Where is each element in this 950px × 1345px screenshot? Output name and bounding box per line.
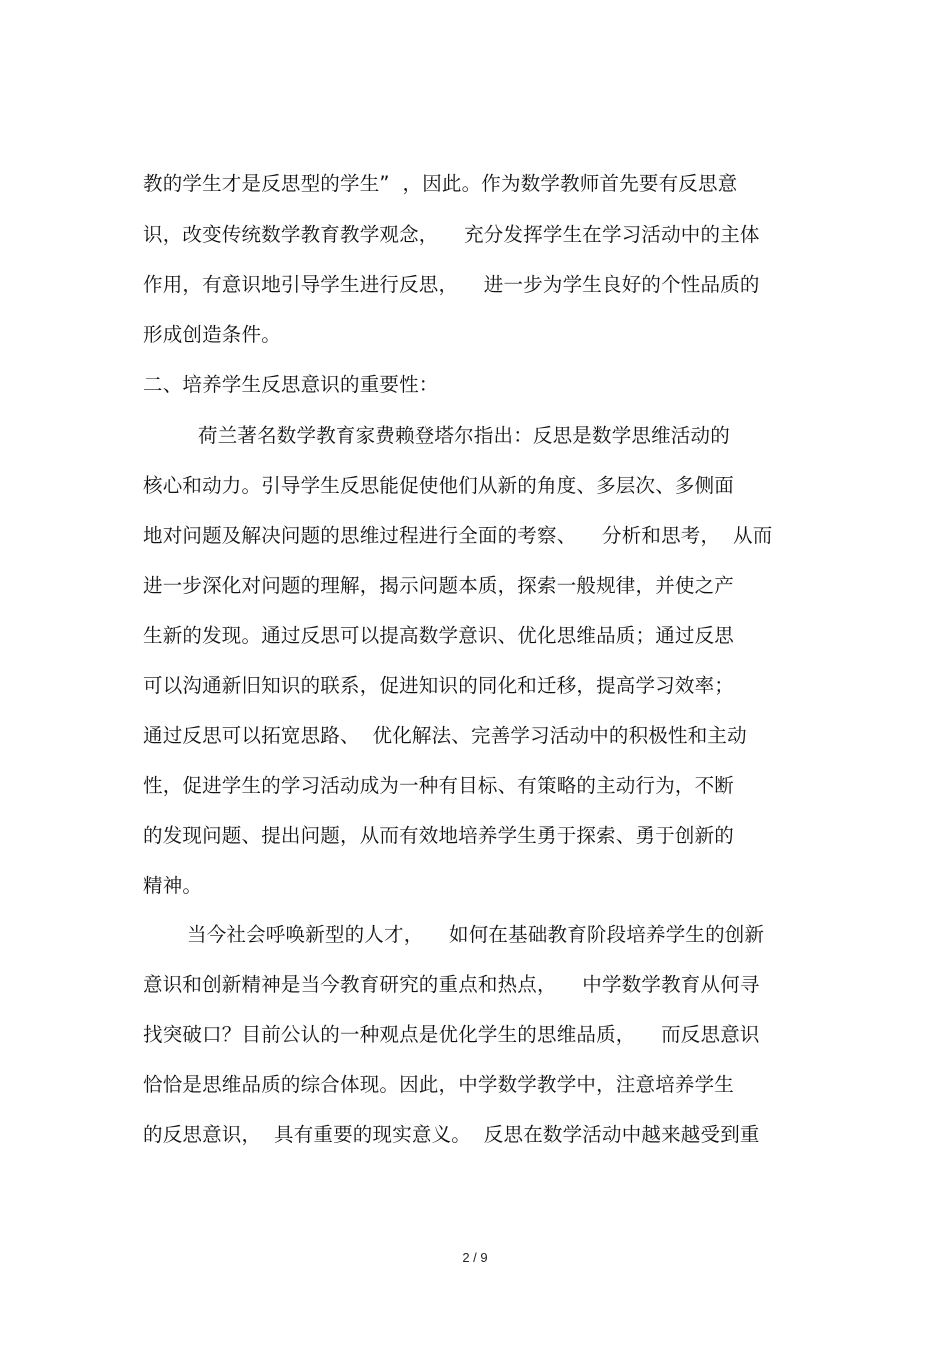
text-line-18: 找突破口？目前公认的一种观点是优化学生的思维品质， 而反思意识	[143, 1023, 760, 1046]
text-line-14: 的发现问题、提出问题，从而有效地培养学生勇于探索、勇于创新的	[143, 824, 735, 847]
text-line-7: 核心和动力。引导学生反思能促使他们从新的角度、多层次、多侧面	[143, 474, 735, 497]
text-line-2: 识，改变传统数学教育教学观念， 充分发挥学生在学习活动中的主体	[143, 223, 760, 246]
text-line-4: 形成创造条件。	[143, 323, 281, 346]
text-line-9: 进一步深化对问题的理解，揭示问题本质，探索一般规律，并使之产	[143, 574, 735, 597]
page-number: 2 / 9	[462, 1250, 488, 1265]
text-line-17: 意识和创新精神是当今教育研究的重点和热点， 中学数学教育从何寻	[143, 973, 760, 996]
text-line-10: 生新的发现。通过反思可以提高数学意识、优化思维品质；通过反思	[143, 624, 735, 647]
text-line-15: 精神。	[143, 874, 203, 897]
text-line-3: 作用，有意识地引导学生进行反思， 进一步为学生良好的个性品质的	[143, 273, 760, 296]
text-line-11: 可以沟通新旧知识的联系，促进知识的同化和迁移，提高学习效率；	[143, 674, 735, 697]
text-line-13: 性，促进学生的学习活动成为一种有目标、有策略的主动行为，不断	[143, 774, 735, 797]
text-line-19: 恰恰是思维品质的综合体现。因此，中学数学教学中，注意培养学生	[143, 1073, 735, 1096]
text-line-1: 教的学生才是反思型的学生” ，因此。作为数学教师首先要有反思意	[143, 172, 738, 195]
text-line-16: 当今社会呼唤新型的人才， 如何在基础教育阶段培养学生的创新	[187, 923, 765, 946]
text-line-12: 通过反思可以拓宽思路、 优化解法、完善学习活动中的积极性和主动	[143, 724, 747, 747]
text-line-6: 荷兰著名数学教育家费赖登塔尔指出：反思是数学思维活动的	[198, 424, 730, 447]
section-heading: 二、培养学生反思意识的重要性：	[143, 373, 439, 396]
text-line-8: 地对问题及解决问题的思维过程进行全面的考察、 分析和思考， 从而	[143, 524, 773, 547]
text-line-20: 的反思意识， 具有重要的现实意义。 反思在数学活动中越来越受到重	[143, 1123, 760, 1146]
